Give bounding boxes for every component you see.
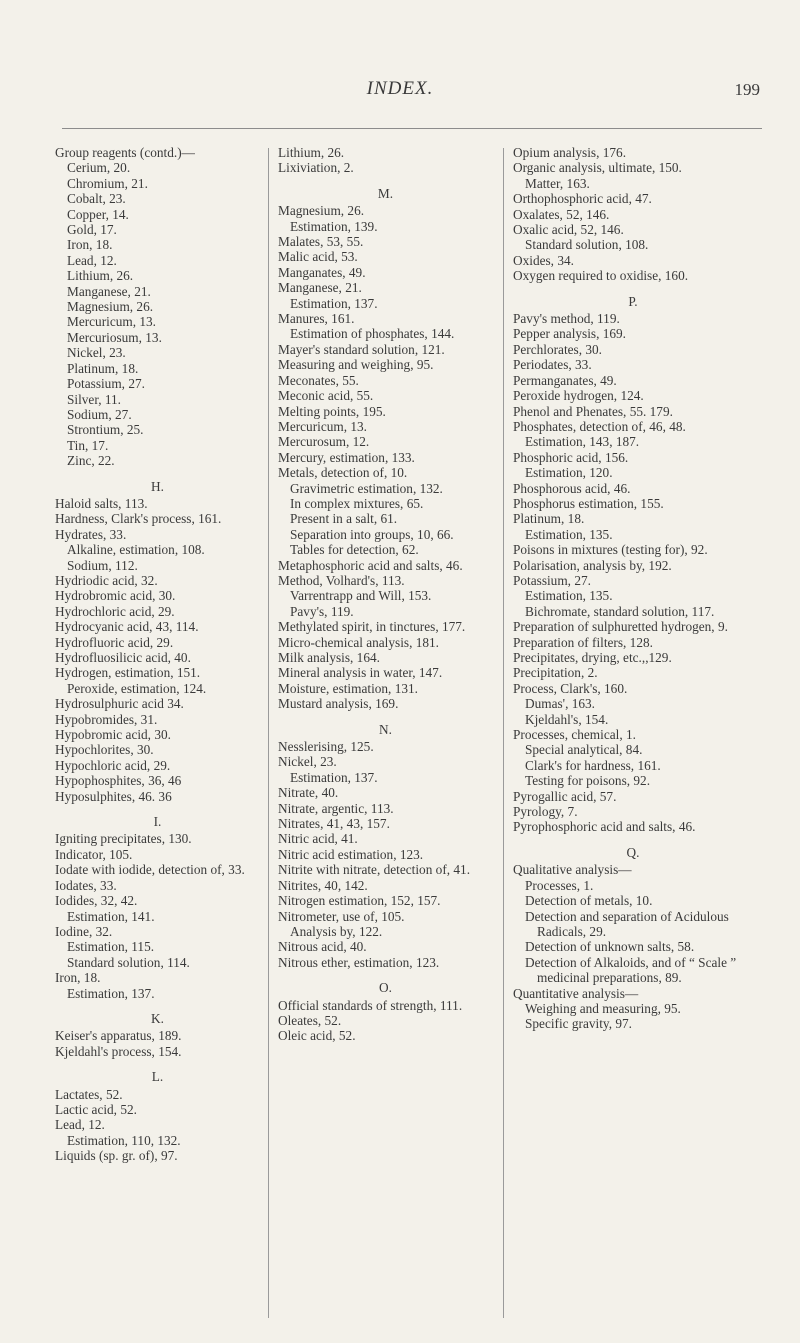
index-entry: Metaphosphoric acid and salts, 46. [278,557,463,573]
index-entry: Pavy's, 119. [290,603,354,619]
index-letter-heading: K. [151,1010,164,1026]
index-entry: Mercuriosum, 13. [67,329,162,345]
index-entry: Zinc, 22. [67,453,115,469]
index-column-2 [278,145,493,1044]
index-entry: Nickel, 23. [278,754,337,770]
index-entry: Polarisation, analysis by, 192. [513,557,672,573]
index-entry: Oleic acid, 52. [278,1028,356,1044]
index-entry: Mercury, estimation, 133. [278,449,415,465]
page-title: INDEX. [366,78,434,99]
index-entry: Nitrogen estimation, 152, 157. [278,893,441,909]
index-entry: Keiser's apparatus, 189. [55,1028,182,1044]
index-entry: Tin, 17. [67,437,109,453]
index-entry: Nitrate, argentic, 113. [278,800,394,816]
index-entry: Estimation, 135. [525,526,613,542]
index-column-3 [513,145,753,1032]
index-entry: Precipitates, drying, etc.,,129. [513,650,672,665]
index-entry: Hydriodic acid, 32. [55,572,158,588]
page-header [0,78,800,118]
index-entry: Nitrite with nitrate, detection of, 41. [278,862,471,878]
index-entry: Potassium, 27. [67,376,145,392]
index-entry: Estimation, 137. [290,769,378,785]
index-entry: Lactic acid, 52. [55,1101,137,1117]
index-entry: Iodate with iodide, detection of, 33. [55,862,245,878]
index-entry: Hydrogen, estimation, 151. [55,665,201,681]
index-entry: Nitrometer, use of, 105. [278,908,405,924]
index-entry: Weighing and measuring, 95. [525,1000,681,1016]
index-entry: Detection and separation of Acidulous Radicals, 29. [525,908,729,939]
index-entry: Varrentrapp and Will, 153. [290,588,432,604]
index-entry: Hydrochloric acid, 29. [55,603,175,619]
index-entry: Kjeldahl's process, 154. [55,1043,182,1059]
index-letter-heading: P. [628,293,638,309]
index-entry: Detection of metals, 10. [525,893,653,909]
index-entry: Phosphorus estimation, 155. [513,495,664,511]
index-column-1 [55,145,260,1164]
index-entry: Mercurosum, 12. [278,434,370,450]
index-entry: Hydrobromic acid, 30. [55,588,176,604]
index-entry: Dumas', 163. [525,696,595,712]
index-entry: Mercuricum, 13. [278,418,367,434]
index-entry: Estimation, 135. [525,588,613,604]
index-entry: Lead, 12. [67,252,117,268]
index-entry: Malic acid, 53. [278,249,358,265]
index-entry: Orthophosphoric acid, 47. [513,191,652,207]
index-entry: Platinum, 18. [513,511,585,527]
index-entry: Cerium, 20. [67,160,131,176]
index-entry: Oxalates, 52, 146. [513,206,610,222]
header-rule [62,128,762,129]
page-number: 199 [734,80,760,99]
index-entry: Organic analysis, ultimate, 150. [513,160,682,176]
index-entry: Iodides, 32, 42. [55,893,138,909]
index-entry: Manures, 161. [278,311,355,327]
index-entry: Estimation, 141. [67,908,155,924]
index-entry: Nitrites, 40, 142. [278,877,368,893]
index-entry: Estimation, 137. [290,295,378,311]
index-entry: Bichromate, standard solution, 117. [525,603,715,619]
index-entry: Oxalic acid, 52, 146. [513,222,624,238]
index-entry: Oxygen required to oxidise, 160. [513,268,689,284]
index-entry: Nitrates, 41, 43, 157. [278,816,390,832]
index-entry: Manganese, 21. [278,280,362,296]
index-entry: Moisture, estimation, 131. [278,680,418,696]
index-entry: Pepper analysis, 169. [513,326,627,342]
index-entry: Sodium, 27. [67,406,132,422]
index-entry: Clark's for hardness, 161. [525,757,661,773]
index-entry: Hydrofluoric acid, 29. [55,634,174,650]
index-entry: Hardness, Clark's process, 161. [55,511,222,527]
index-entry: Opium analysis, 176. [513,145,627,160]
index-entry: Hypophosphites, 36, 46 [55,773,182,789]
index-entry: Nitric acid estimation, 123. [278,846,424,862]
index-entry: Gravimetric estimation, 132. [290,480,443,496]
index-entry: Alkaline, estimation, 108. [67,542,205,558]
index-entry: Phosphoric acid, 156. [513,449,629,465]
index-entry: Estimation, 115. [67,939,155,955]
index-entry: Poisons in mixtures (testing for), 92. [513,542,708,558]
index-entry: In complex mixtures, 65. [290,495,424,511]
index-letter-heading: M. [377,185,394,201]
index-letter-heading: I. [153,814,162,830]
index-entry: Indicator, 105. [55,846,133,862]
index-entry: Chromium, 21. [67,175,148,191]
index-entry: Kjeldahl's, 154. [525,711,609,727]
index-entry: Hypobromic acid, 30. [55,727,171,743]
index-entry: Oxides, 34. [513,252,574,268]
index-entry: Silver, 11. [67,391,122,407]
index-entry: Separation into groups, 10, 66. [290,526,454,542]
index-letter-heading: L. [151,1069,164,1085]
index-entry: Processes, 1. [525,877,594,893]
index-entry: Iodates, 33. [55,877,117,893]
index-entry: Meconates, 55. [278,372,359,388]
index-entry: Sodium, 112. [67,557,138,573]
index-entry: Copper, 14. [67,206,129,222]
index-entry: Estimation, 120. [525,465,613,481]
index-entry: Standard solution, 108. [525,237,649,253]
index-entry: Phosphorous acid, 46. [513,480,631,496]
index-entry: Detection of Alkaloids, and of “ Scale ” medicinal preparations, 89. [525,954,737,986]
index-letter-heading: Q. [626,844,640,860]
index-entry: Permanganates, 49. [513,372,617,388]
index-entry: Estimation of phosphates, 144. [290,326,455,342]
column-divider [503,148,504,1318]
index-entry: Mustard analysis, 169. [278,696,399,712]
index-entry: Nickel, 23. [67,345,126,361]
index-entry: Hydrofluosilicic acid, 40. [55,650,191,665]
index-entry: Quantitative analysis— [513,985,639,1001]
index-entry: Pyrophosphoric acid and salts, 46. [513,819,696,835]
index-entry: Malates, 53, 55. [278,234,364,250]
index-entry: Standard solution, 114. [67,954,190,970]
index-entry: Perchlorates, 30. [513,341,602,357]
index-entry: Special analytical, 84. [525,742,643,758]
index-entry: Nitrate, 40. [278,785,339,801]
index-entry: Hydrocyanic acid, 43, 114. [55,619,199,635]
index-entry: Haloid salts, 113. [55,495,148,511]
index-entry: Hypochlorites, 30. [55,742,154,758]
index-entry: Mayer's standard solution, 121. [278,341,445,357]
index-entry: Hypochloric acid, 29. [55,757,171,773]
index-entry: Milk analysis, 164. [278,650,380,665]
index-entry: Lead, 12. [55,1117,105,1133]
index-entry: Periodates, 33. [513,357,592,373]
index-entry: Preparation of sulphuretted hydrogen, 9. [513,619,728,635]
index-entry: Pyrogallic acid, 57. [513,788,617,804]
index-entry: Process, Clark's, 160. [513,680,628,696]
index-entry: Nitric acid, 41. [278,831,358,847]
index-entry: Nitrous ether, estimation, 123. [278,954,440,970]
index-entry: Cobalt, 23. [67,191,126,207]
index-entry: Hydrates, 33. [55,526,127,542]
index-entry: Mineral analysis in water, 147. [278,665,443,681]
index-entry: Potassium, 27. [513,572,591,588]
index-entry: Manganese, 21. [67,283,151,299]
index-entry: Metals, detection of, 10. [278,465,408,481]
index-entry: Estimation, 110, 132. [67,1132,181,1148]
index-entry: Matter, 163. [525,175,590,191]
index-entry: Meconic acid, 55. [278,388,374,404]
index-entry: Methylated spirit, in tinctures, 177. [278,619,466,635]
index-entry: Testing for poisons, 92. [525,773,651,789]
index-entry: Mercuricum, 13. [67,314,156,330]
index-entry: Liquids (sp. gr. of), 97. [55,1148,178,1164]
column-divider [268,148,269,1318]
index-entry: Iodine, 32. [55,923,113,939]
index-entry: Method, Volhard's, 113. [278,572,405,588]
index-entry: Lithium, 26. [67,268,134,284]
index-entry: Estimation, 143, 187. [525,434,640,450]
index-entry: Gold, 17. [67,222,117,238]
index-entry: Analysis by, 122. [290,923,383,939]
index-entry: Manganates, 49. [278,264,366,280]
index-entry: Phosphates, detection of, 46, 48. [513,418,686,434]
index-entry: Phenol and Phenates, 55. 179. [513,403,673,419]
index-entry: Lactates, 52. [55,1086,123,1102]
index-entry: Precipitation, 2. [513,665,598,681]
index-entry: Peroxide, estimation, 124. [67,680,207,696]
index-entry: Micro-chemical analysis, 181. [278,634,439,650]
index-entry: Platinum, 18. [67,360,139,376]
index-letter-heading: N. [379,721,392,737]
index-entry: Pyrology, 7. [513,804,578,820]
index-entry: Iron, 18. [67,237,113,253]
index-entry: Igniting precipitates, 130. [55,831,192,847]
index-entry: Magnesium, 26. [278,203,365,219]
index-entry: Lixiviation, 2. [278,160,354,176]
index-entry: Estimation, 137. [67,985,155,1001]
index-entry: Magnesium, 26. [67,299,154,315]
index-entry: Detection of unknown salts, 58. [525,939,695,955]
index-letter-heading: O. [379,980,392,996]
index-entry: Qualitative analysis— [513,862,632,878]
index-entry: Specific gravity, 97. [525,1016,632,1032]
index-entry: Iron, 18. [55,970,101,986]
index-entry: Preparation of filters, 128. [513,634,653,650]
index-entry: Nesslerising, 125. [278,739,374,755]
index-entry: Melting points, 195. [278,403,386,419]
index-entry: Tables for detection, 62. [290,542,419,558]
index-entry: Hyposulphites, 46. 36 [55,788,172,804]
index-entry: Strontium, 25. [67,422,144,438]
index-entry: Peroxide hydrogen, 124. [513,388,644,404]
index-entry: Oleates, 52. [278,1012,342,1028]
index-entry: Present in a salt, 61. [290,511,398,527]
index-entry: Estimation, 139. [290,218,378,234]
index-entry: Measuring and weighing, 95. [278,357,434,373]
index-entry: Lithium, 26. [278,145,345,160]
index-entry: Group reagents (contd.)— [55,145,195,160]
index-entry: Pavy's method, 119. [513,311,620,327]
index-entry: Hypobromides, 31. [55,711,158,727]
index-letter-heading: H. [151,478,164,494]
index-entry: Nitrous acid, 40. [278,939,367,955]
index-entry: Official standards of strength, 111. [278,997,463,1013]
index-entry: Processes, chemical, 1. [513,727,636,743]
index-entry: Hydrosulphuric acid 34. [55,696,184,712]
